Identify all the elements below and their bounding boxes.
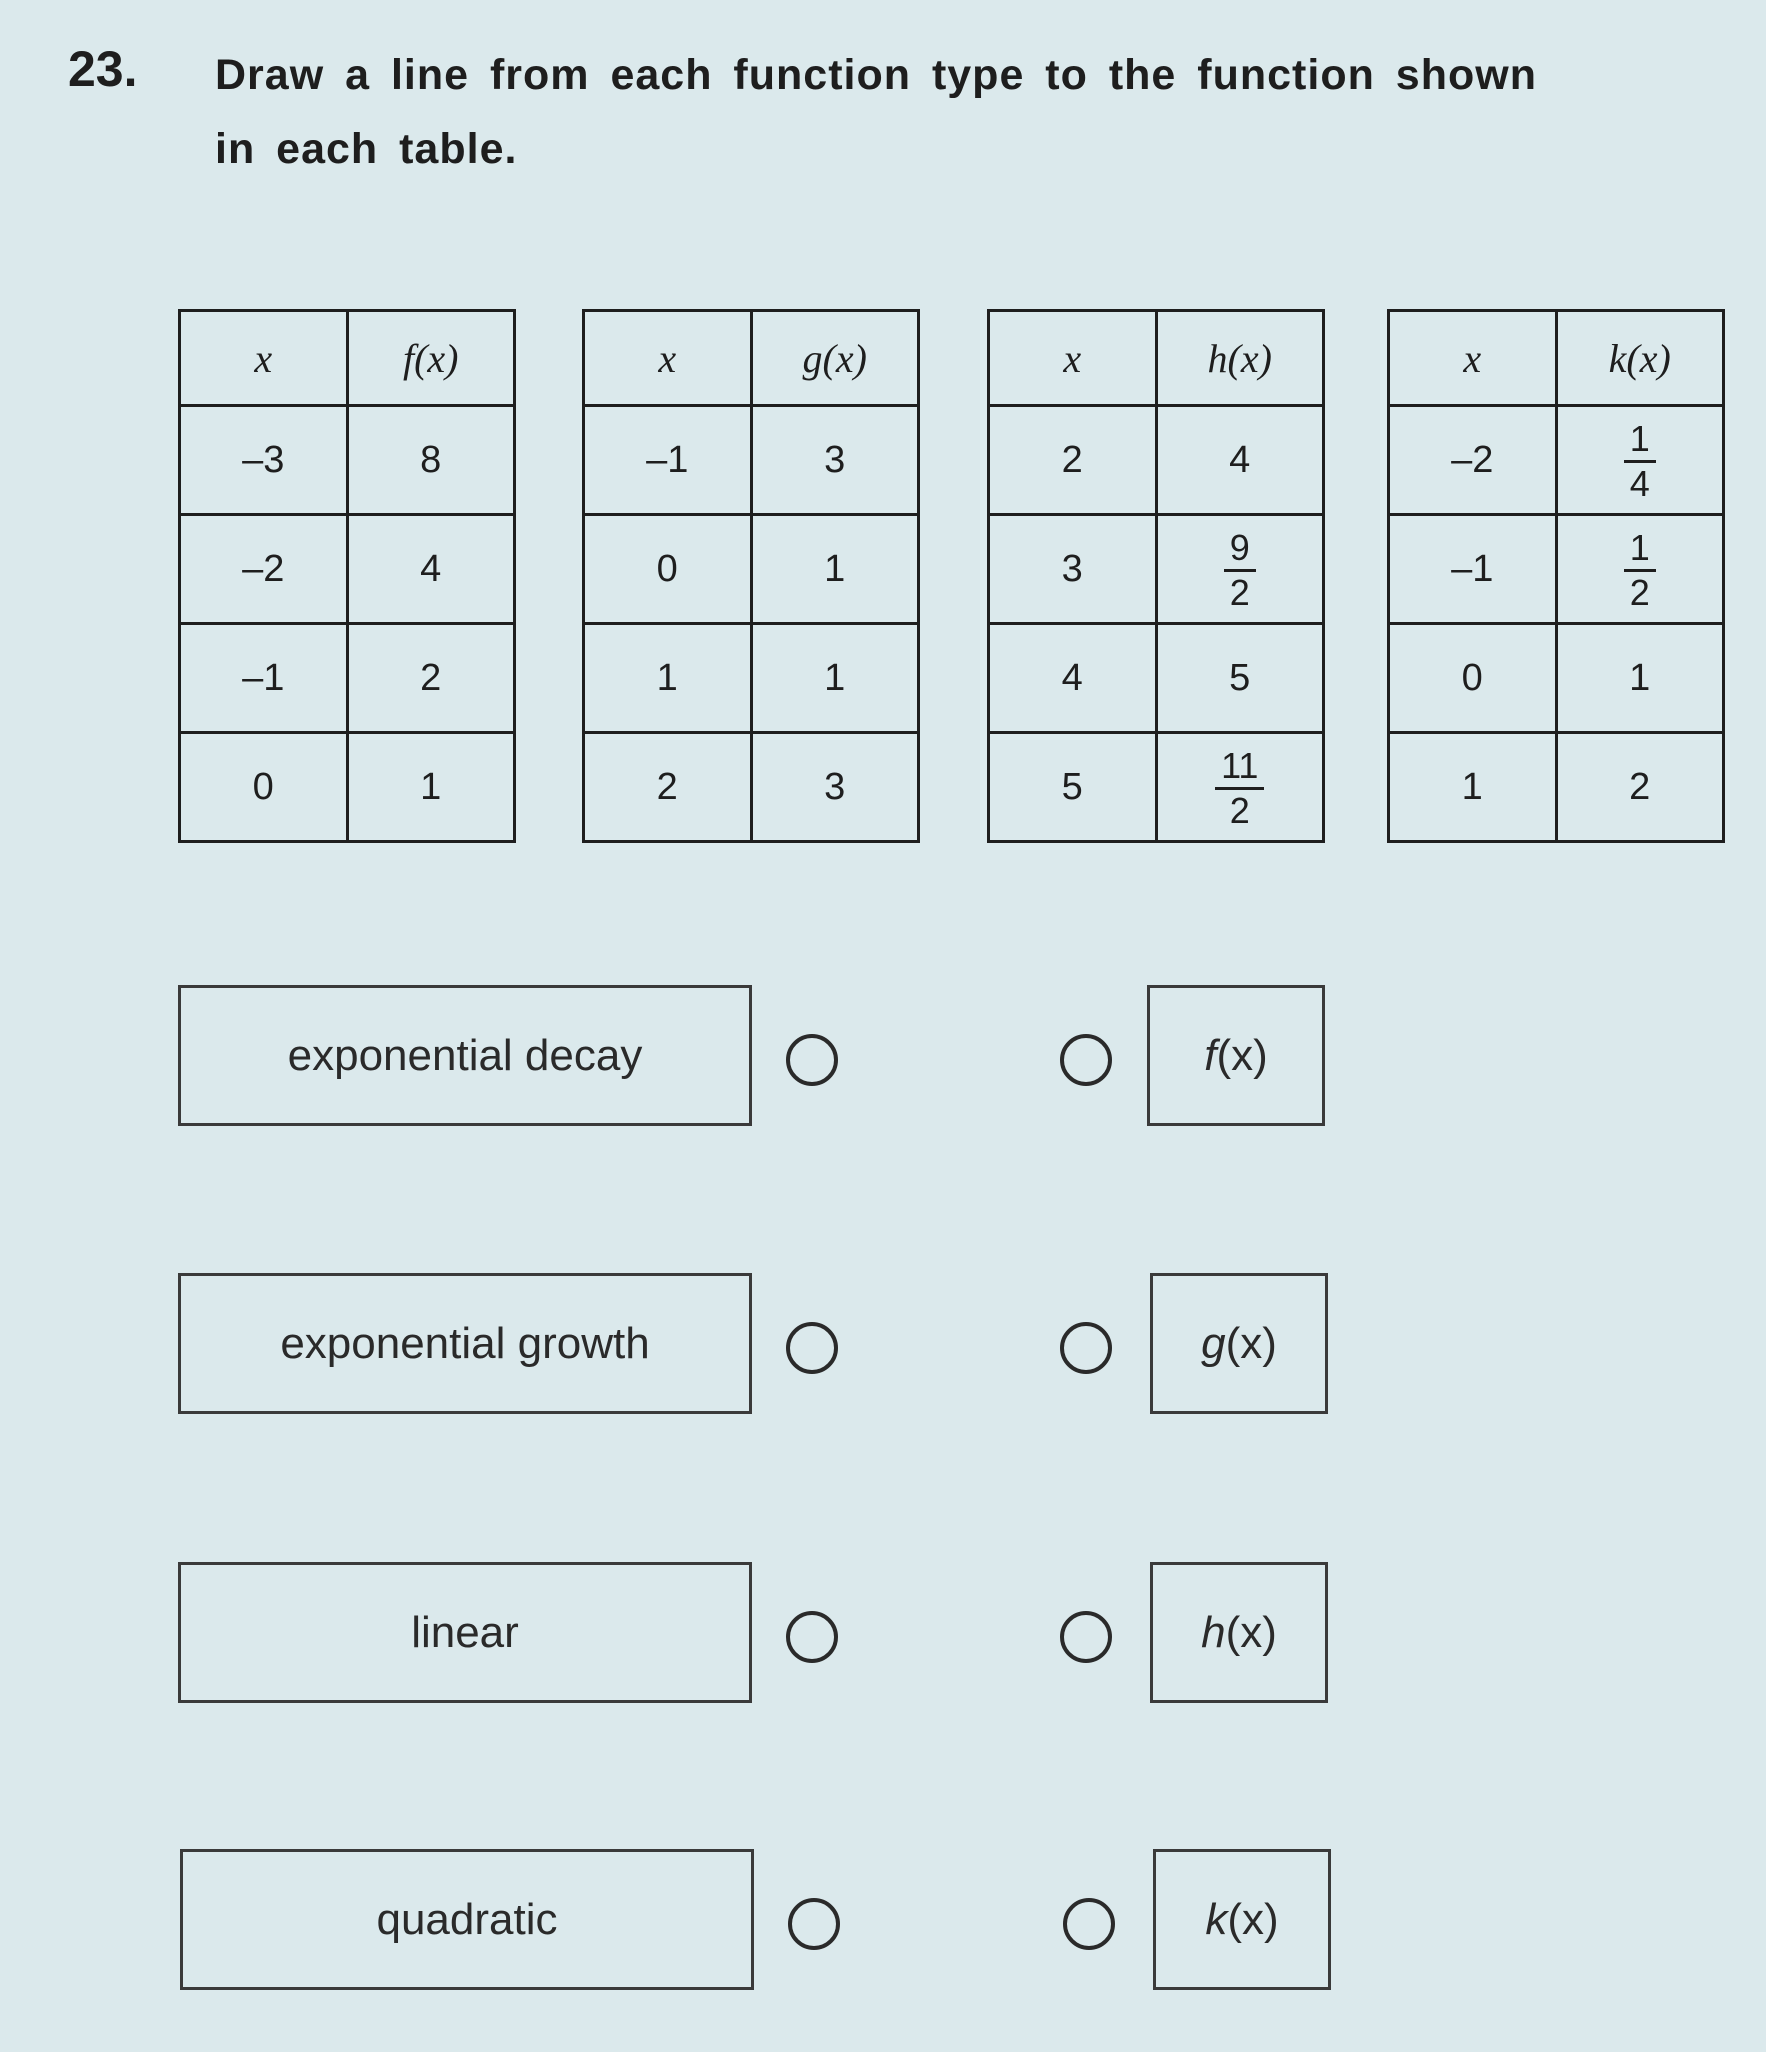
header-x: x	[989, 311, 1157, 406]
cell-x: 2	[584, 733, 752, 842]
prompt-line-2: in each table.	[215, 125, 518, 173]
fraction-numerator: 11	[1215, 748, 1264, 790]
cell-x: –2	[180, 515, 348, 624]
table-row	[1389, 515, 1724, 624]
cell-y: 3	[751, 733, 919, 842]
func-box-f	[1147, 985, 1325, 1126]
cell-x: 1	[1389, 733, 1557, 842]
header-fx: f(x)	[347, 311, 515, 406]
type-dot-exponential-decay[interactable]	[786, 1034, 838, 1086]
table-header-row	[1389, 311, 1724, 406]
fraction-denominator: 2	[1629, 572, 1650, 613]
table-header-row	[989, 311, 1324, 406]
table-row	[989, 733, 1324, 842]
type-dot-quadratic[interactable]	[788, 1898, 840, 1950]
header-gx: g(x)	[751, 311, 919, 406]
cell-x: 4	[989, 624, 1157, 733]
func-dot-g[interactable]	[1060, 1322, 1112, 1374]
question-number: 23.	[68, 41, 138, 97]
table-row	[989, 406, 1324, 515]
cell-x: 0	[180, 733, 348, 842]
fraction	[1215, 745, 1264, 831]
table-row	[180, 733, 515, 842]
cell-y-fraction	[1156, 515, 1324, 624]
table-row	[989, 515, 1324, 624]
cell-y-fraction	[1156, 733, 1324, 842]
header-x: x	[180, 311, 348, 406]
func-dot-k[interactable]	[1063, 1898, 1115, 1950]
cell-x: 0	[584, 515, 752, 624]
cell-x: 2	[989, 406, 1157, 515]
cell-y: 1	[751, 515, 919, 624]
func-box-k	[1153, 1849, 1331, 1990]
table-row	[584, 515, 919, 624]
cell-y: 3	[751, 406, 919, 515]
cell-y: 1	[347, 733, 515, 842]
cell-y: 8	[347, 406, 515, 515]
func-box-h	[1150, 1562, 1328, 1703]
table-row	[180, 406, 515, 515]
fraction	[1624, 418, 1656, 504]
type-dot-exponential-growth[interactable]	[786, 1322, 838, 1374]
cell-y: 1	[1556, 624, 1724, 733]
type-linear: linear	[178, 1562, 752, 1703]
func-dot-f[interactable]	[1060, 1034, 1112, 1086]
cell-y: 1	[751, 624, 919, 733]
table-row	[584, 733, 919, 842]
func-dot-h[interactable]	[1060, 1611, 1112, 1663]
table-row	[180, 624, 515, 733]
cell-y: 5	[1156, 624, 1324, 733]
prompt-line-1: Draw a line from each function type to the function shown	[215, 51, 1537, 99]
cell-y: 4	[1156, 406, 1324, 515]
fraction-numerator: 1	[1624, 530, 1656, 572]
cell-x: –2	[1389, 406, 1557, 515]
header-x: x	[584, 311, 752, 406]
table-k	[1387, 309, 1725, 843]
table-row	[1389, 406, 1724, 515]
fraction	[1624, 527, 1656, 613]
cell-x: 5	[989, 733, 1157, 842]
table-row	[180, 515, 515, 624]
header-hx: h(x)	[1156, 311, 1324, 406]
question-prompt	[215, 38, 1655, 186]
cell-y-fraction	[1556, 406, 1724, 515]
type-dot-linear[interactable]	[786, 1611, 838, 1663]
fraction	[1224, 527, 1256, 613]
table-row	[989, 624, 1324, 733]
cell-x: 3	[989, 515, 1157, 624]
cell-x: –1	[584, 406, 752, 515]
cell-x: –3	[180, 406, 348, 515]
func-box-g	[1150, 1273, 1328, 1414]
func-letter: g	[1201, 1318, 1226, 1368]
header-kx: k(x)	[1556, 311, 1724, 406]
table-header-row	[180, 311, 515, 406]
table-row	[584, 406, 919, 515]
table-h	[987, 309, 1325, 843]
cell-y: 2	[1556, 733, 1724, 842]
table-header-row	[584, 311, 919, 406]
table-row	[584, 624, 919, 733]
cell-y: 4	[347, 515, 515, 624]
func-letter: f	[1204, 1030, 1217, 1080]
table-row	[1389, 624, 1724, 733]
func-letter: k	[1205, 1894, 1228, 1944]
cell-y-fraction	[1556, 515, 1724, 624]
type-quadratic: quadratic	[180, 1849, 754, 1990]
table-g	[582, 309, 920, 843]
func-paren: (x)	[1216, 1030, 1268, 1080]
header-x: x	[1389, 311, 1557, 406]
type-exponential-growth: exponential growth	[178, 1273, 752, 1414]
cell-x: 0	[1389, 624, 1557, 733]
func-paren: (x)	[1225, 1607, 1277, 1657]
table-f	[178, 309, 516, 843]
cell-x: –1	[1389, 515, 1557, 624]
func-paren: (x)	[1227, 1894, 1279, 1944]
func-paren: (x)	[1225, 1318, 1277, 1368]
func-letter: h	[1201, 1607, 1226, 1657]
fraction-numerator: 1	[1624, 421, 1656, 463]
cell-y: 2	[347, 624, 515, 733]
type-exponential-decay: exponential decay	[178, 985, 752, 1126]
fraction-denominator: 4	[1629, 463, 1650, 504]
cell-x: –1	[180, 624, 348, 733]
cell-x: 1	[584, 624, 752, 733]
table-row	[1389, 733, 1724, 842]
fraction-denominator: 2	[1229, 790, 1250, 831]
fraction-numerator: 9	[1224, 530, 1256, 572]
fraction-denominator: 2	[1229, 572, 1250, 613]
